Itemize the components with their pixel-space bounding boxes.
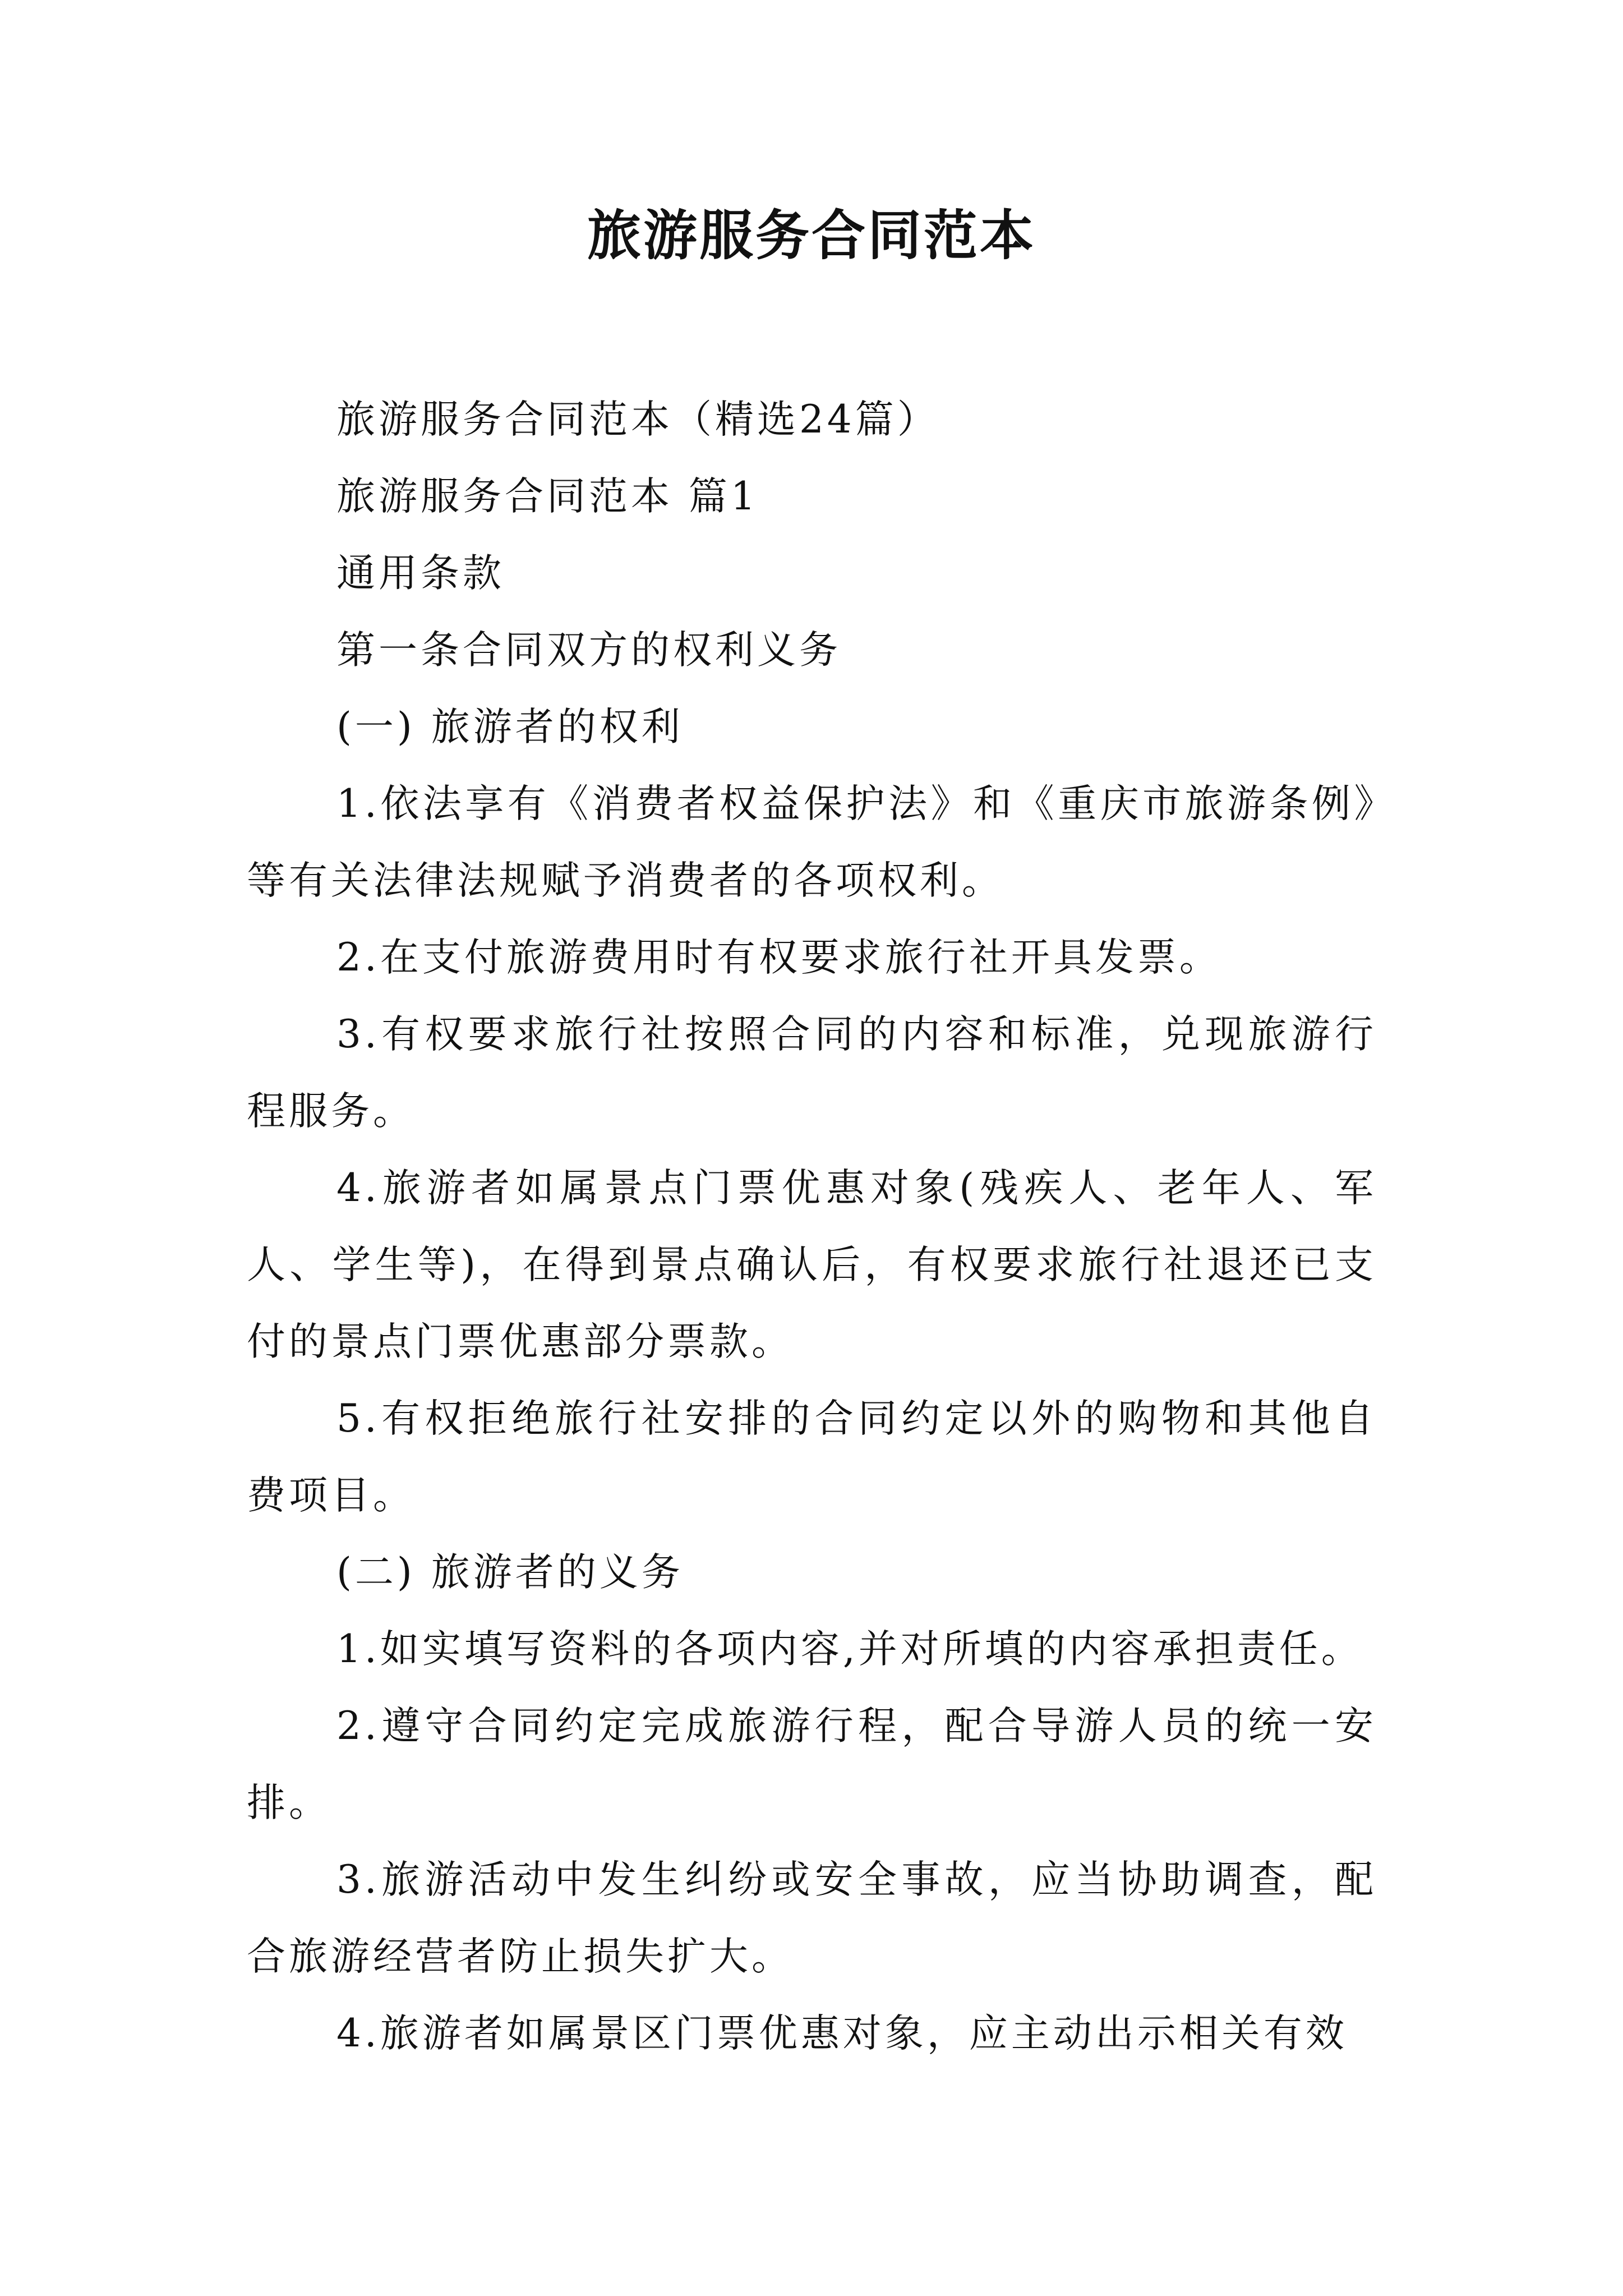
paragraph: (一) 旅游者的权利 [336,705,684,749]
paragraph: 1.依法享有《消费者权益保护法》和《重庆市旅游条例》等有关法律法规赋予消费者的各项权利。 [247,781,1377,903]
paragraph: 1.如实填写资料的各项内容,并对所填的内容承担责任。 [336,1627,1363,1672]
paragraph: 2.在支付旅游费用时有权要求旅行社开具发票。 [336,935,1221,980]
paragraph: 2.遵守合同约定完成旅游行程，配合导游人员的统一安排。 [247,1704,1377,1825]
paragraph: 4.旅游者如属景区门票优惠对象，应主动出示相关有效 [336,2011,1348,2056]
paragraph: 3.旅游活动中发生纠纷或安全事故，应当协助调查，配合旅游经营者防止损失扩大。 [247,1857,1377,1979]
paragraph: 5.有权拒绝旅行社安排的合同约定以外的购物和其他自费项目。 [247,1396,1377,1518]
paragraph: 旅游服务合同范本（精选24篇） [336,397,939,442]
paragraph: 旅游服务合同范本 篇1 [336,474,759,519]
paragraph: (二) 旅游者的义务 [336,1550,684,1595]
paragraph: 3.有权要求旅行社按照合同的内容和标准，兑现旅游行程服务。 [247,1012,1377,1134]
paragraph: 4.旅游者如属景点门票优惠对象(残疾人、老年人、军人、学生等)，在得到景点确认后，有权要求旅行社退还已支付的景点门票优惠部分票款。 [247,1166,1377,1364]
document-title: 旅游服务合同范本 [587,204,1036,267]
paragraph: 通用条款 [336,551,505,596]
paragraph: 第一条合同双方的权利义务 [336,628,841,673]
document-body [247,381,1377,2072]
